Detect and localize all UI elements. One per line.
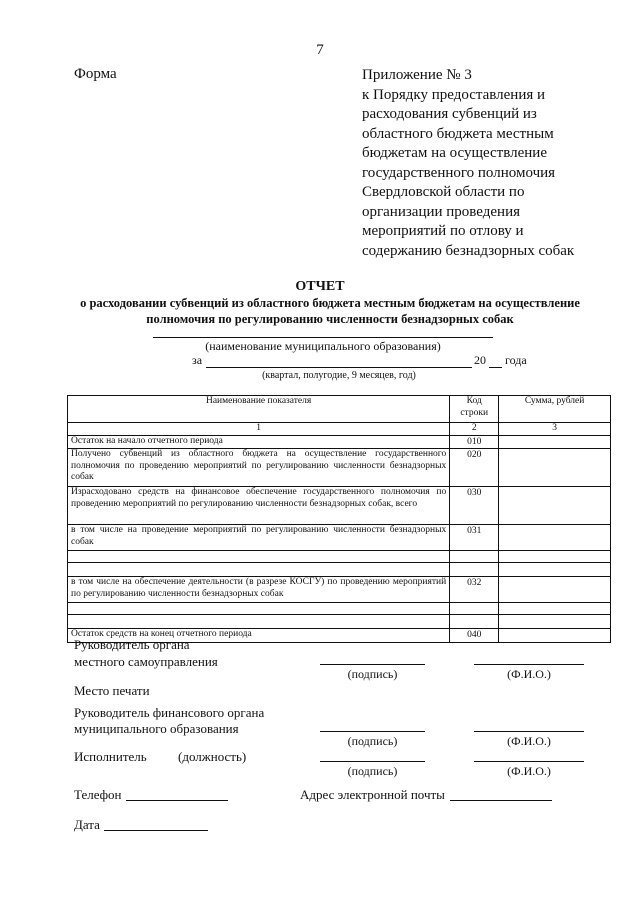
appendix-line: расходования субвенций из (362, 106, 537, 122)
row-name: Получено субвенций из областного бюджета на осуществление государственного полномочия по проведению мероприятий по регулированию численности безнадзорных собак (68, 449, 450, 487)
subtitle-line: о расходовании субвенций из областного бюджета местным бюджетам на осуществление (80, 296, 580, 310)
header-sum: Сумма, рублей (499, 396, 611, 423)
name-caption: (Ф.И.О.) (507, 734, 551, 748)
row-name (68, 603, 450, 615)
row-sum-cell[interactable] (499, 435, 611, 449)
period-caption: (квартал, полугодие, 9 месяцев, год) (262, 370, 416, 381)
year-line[interactable] (489, 366, 502, 368)
form-label: Форма (74, 66, 117, 82)
period-line[interactable] (206, 366, 472, 368)
row-sum-cell[interactable] (499, 525, 611, 551)
row-code: 032 (450, 577, 499, 603)
row-name (68, 615, 450, 629)
period-prefix: за (192, 353, 203, 367)
row-sum-cell[interactable] (499, 487, 611, 525)
row-code (450, 551, 499, 563)
header-name: Наименование показателя (68, 396, 450, 423)
name-caption: (Ф.И.О.) (507, 764, 551, 778)
report-title: ОТЧЕТ (295, 279, 345, 294)
phone-line[interactable] (126, 800, 228, 801)
finance-name-line[interactable] (474, 731, 584, 732)
row-name: Израсходовано средств на финансовое обеспечение государственного полномочия по проведению мероприятий по регулированию численности безнадзорных собак, всего (68, 487, 450, 525)
table-row (68, 577, 611, 603)
executor-label: Исполнитель (74, 749, 147, 764)
head-label-line1: Руководитель органа (74, 637, 190, 652)
appendix-line: к Порядку предоставления и (362, 86, 546, 103)
year-prefix: 20 (474, 353, 486, 367)
row-code: 031 (450, 525, 499, 551)
row-sum-cell[interactable] (499, 449, 611, 487)
date-label: Дата (74, 817, 100, 832)
page-number: 7 (316, 42, 324, 58)
appendix-line: Свердловской области по (362, 184, 525, 200)
appendix-line: государственного полномочия (362, 164, 556, 181)
row-sum-cell[interactable] (499, 577, 611, 603)
header-number: 3 (499, 423, 611, 436)
signature-caption: (подпись) (347, 734, 398, 748)
appendix-block (362, 66, 602, 261)
row-sum-cell[interactable] (499, 629, 611, 643)
appendix-line: содержанию безнадзорных собак (362, 242, 575, 259)
row-code: 040 (450, 629, 499, 643)
report-table (67, 395, 611, 643)
appendix-line: организации проведения (362, 203, 521, 220)
row-code: 010 (450, 435, 499, 449)
head-signature-line[interactable] (320, 664, 425, 665)
row-name: в том числе на обеспечение деятельности (в разрезе КОСГУ) по проведению мероприятий по регулированию численности безнадзорных собак (68, 577, 450, 603)
executor-signature-line[interactable] (320, 761, 425, 762)
table-row (68, 615, 611, 629)
municipality-line[interactable] (153, 336, 493, 338)
row-name: в том числе на проведение мероприятий по регулированию численности безнадзорных собак (68, 525, 450, 551)
table-row (68, 487, 611, 525)
municipality-caption: (наименование муниципального образования) (205, 339, 441, 353)
row-name: Остаток на начало отчетного периода (68, 435, 450, 449)
subtitle-line: полномочия по регулированию численности безнадзорных собак (146, 312, 514, 326)
phone-label: Телефон (74, 787, 122, 802)
appendix-line: Приложение № 3 (362, 67, 472, 83)
year-suffix: года (505, 353, 527, 367)
row-code (450, 603, 499, 615)
name-caption: (Ф.И.О.) (507, 667, 551, 681)
appendix-line: мероприятий по отлову и (362, 223, 524, 239)
finance-signature-line[interactable] (320, 731, 425, 732)
row-name (68, 563, 450, 577)
email-label: Адрес электронной почты (300, 787, 445, 802)
date-line[interactable] (104, 830, 208, 831)
row-sum-cell[interactable] (499, 615, 611, 629)
table-row (68, 435, 611, 449)
seal-place-label: Место печати (74, 683, 150, 698)
appendix-line: областного бюджета местным (362, 125, 554, 142)
table-row (68, 525, 611, 551)
row-name: Остаток средств на конец отчетного периода (68, 629, 450, 643)
table-row (68, 563, 611, 577)
header-code: Код строки (450, 396, 499, 423)
row-sum-cell[interactable] (499, 563, 611, 577)
row-sum-cell[interactable] (499, 603, 611, 615)
email-line[interactable] (450, 800, 552, 801)
position-caption: (должность) (178, 749, 247, 764)
signature-caption: (подпись) (347, 667, 398, 681)
row-code (450, 615, 499, 629)
row-sum-cell[interactable] (499, 551, 611, 563)
row-code: 020 (450, 449, 499, 487)
report-subtitle (60, 295, 600, 327)
signature-caption: (подпись) (347, 764, 398, 778)
executor-name-line[interactable] (474, 761, 584, 762)
row-code: 030 (450, 487, 499, 525)
table-row (68, 551, 611, 563)
header-number: 2 (450, 423, 499, 436)
head-name-line[interactable] (474, 664, 584, 665)
finance-label-line2: муниципального образования (74, 721, 239, 736)
finance-label-line1: Руководитель финансового органа (74, 705, 265, 720)
row-code (450, 563, 499, 577)
table-row (68, 449, 611, 487)
appendix-line: бюджетам на осуществление (362, 145, 547, 161)
row-name (68, 551, 450, 563)
header-number: 1 (68, 423, 450, 436)
table-row (68, 603, 611, 615)
head-label-line2: местного самоуправления (74, 654, 218, 669)
